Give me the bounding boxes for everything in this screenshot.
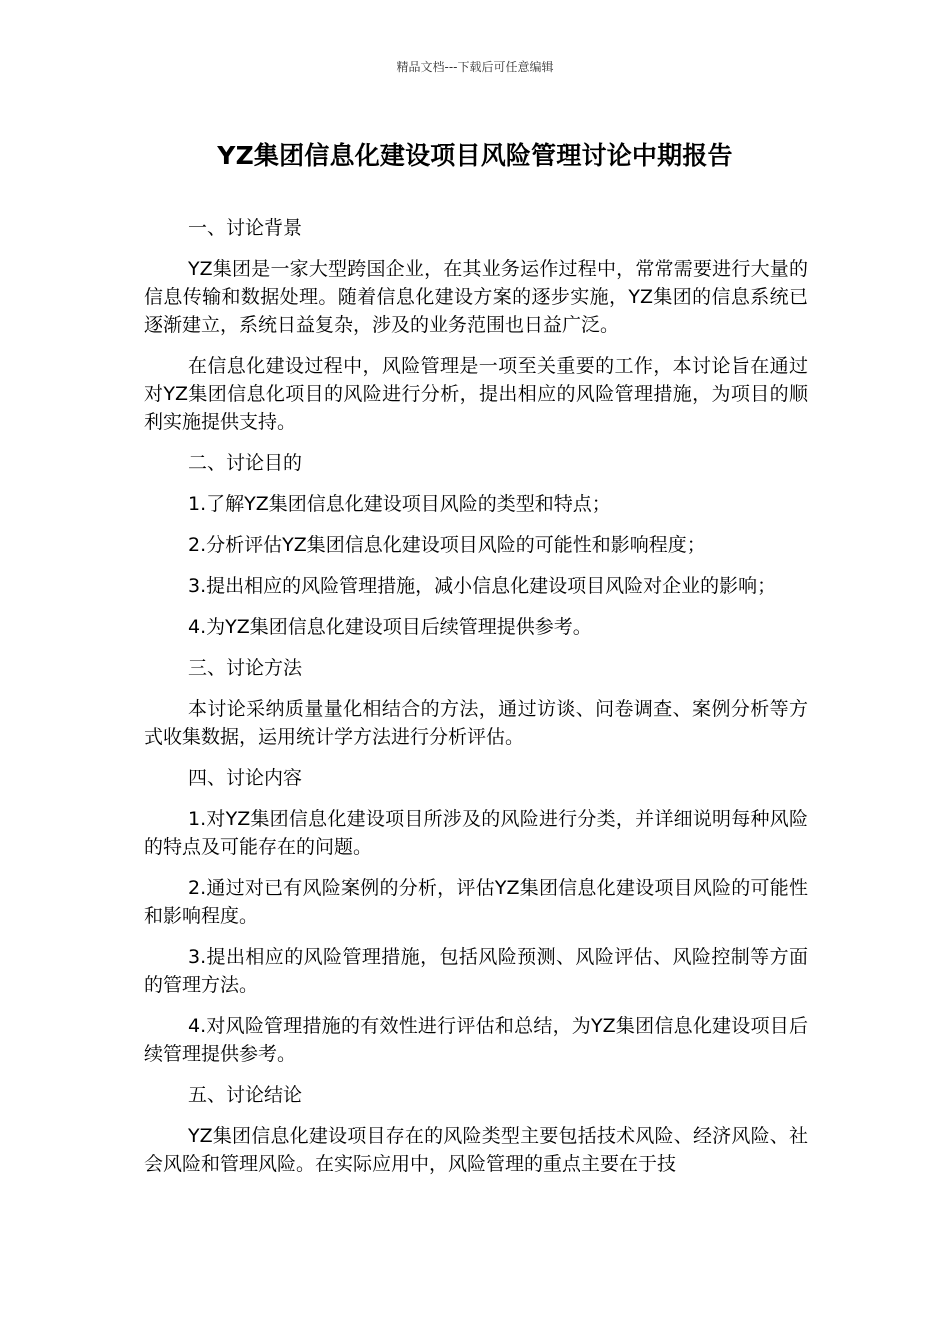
document-body (144, 214, 808, 1191)
section-heading-background: 一、讨论背景 (188, 217, 303, 239)
list-item: 3.提出相应的风险管理措施，减小信息化建设项目风险对企业的影响； (188, 575, 777, 597)
list-item: 2.通过对已有风险案例的分析，评估YZ集团信息化建设项目风险的可能性和影响程度。 (144, 877, 808, 927)
paragraph: 本讨论采纳质量量化相结合的方法，通过访谈、问卷调查、案例分析等方式收集数据，运用统计学方法进行分析评估。 (144, 698, 808, 748)
list-item: 2.分析评估YZ集团信息化建设项目风险的可能性和影响程度； (188, 534, 706, 556)
section-heading-content: 四、讨论内容 (188, 767, 303, 789)
section-heading-purpose: 二、讨论目的 (188, 452, 303, 474)
paragraph: YZ集团是一家大型跨国企业，在其业务运作过程中，常常需要进行大量的信息传输和数据处理。随着信息化建设方案的逐步实施，YZ集团的信息系统已逐渐建立，系统日益复杂，涉及的业务范围也日益广泛。 (144, 258, 808, 336)
paragraph: YZ集团信息化建设项目存在的风险类型主要包括技术风险、经济风险、社会风险和管理风险。在实际应用中，风险管理的重点主要在于技 (144, 1125, 808, 1175)
section-heading-method: 三、讨论方法 (188, 657, 303, 679)
list-item: 1.了解YZ集团信息化建设项目风险的类型和特点； (188, 493, 611, 515)
page-header: 精品文档---下载后可任意编辑 (396, 60, 554, 74)
list-item: 3.提出相应的风险管理措施，包括风险预测、风险评估、风险控制等方面的管理方法。 (144, 946, 808, 996)
document-title: YZ集团信息化建设项目风险管理讨论中期报告 (217, 141, 733, 170)
list-item: 4.对风险管理措施的有效性进行评估和总结，为YZ集团信息化建设项目后续管理提供参考。 (144, 1015, 808, 1065)
section-heading-conclusion: 五、讨论结论 (188, 1084, 303, 1106)
paragraph: 在信息化建设过程中，风险管理是一项至关重要的工作，本讨论旨在通过对YZ集团信息化项目的风险进行分析，提出相应的风险管理措施，为项目的顺利实施提供支持。 (144, 355, 808, 433)
list-item: 4.为YZ集团信息化建设项目后续管理提供参考。 (188, 616, 592, 638)
list-item: 1.对YZ集团信息化建设项目所涉及的风险进行分类，并详细说明每种风险的特点及可能存在的问题。 (144, 808, 808, 858)
